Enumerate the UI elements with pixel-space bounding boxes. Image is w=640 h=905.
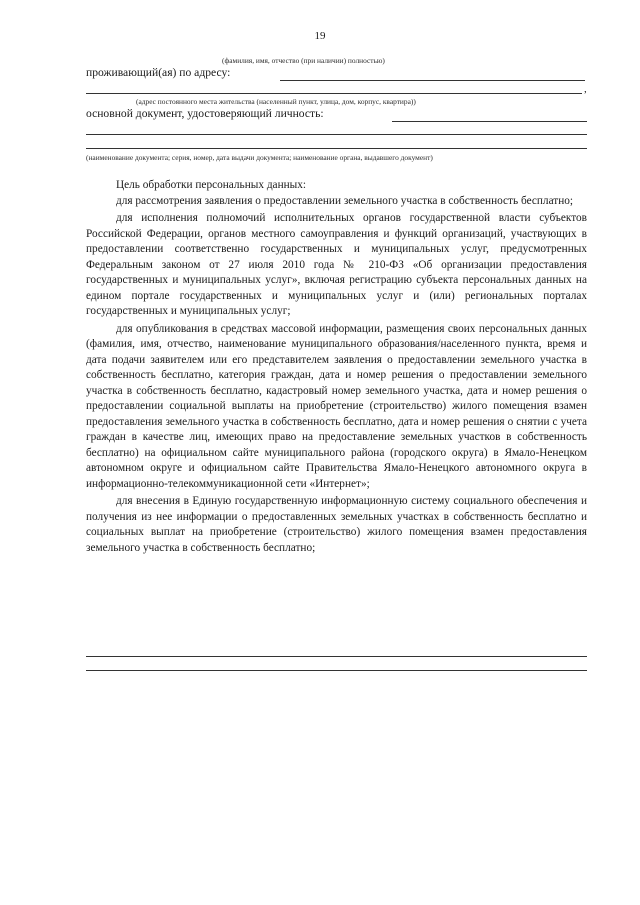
address-label: проживающий(ая) по адресу: [86,66,231,79]
address-caption: (адрес постоянного места жительства (населенный пункт, улица, дом, корпус, квартира)) [136,97,416,106]
fio-caption: (фамилия, имя, отчество (при наличии) полностью) [222,56,385,65]
document-caption: (наименование документа; серия, номер, дата выдачи документа; наименование органа, выдавшего документ) [86,153,433,162]
document-label: основной документ, удостоверяющий личность: [86,107,324,120]
document-line-3 [86,148,587,149]
blank-line-1 [86,656,587,657]
blank-line-2 [86,670,587,671]
purpose-section [86,178,587,556]
purpose-item: для опубликования в средствах массовой информации, размещения своих персональных данных (фамилия, имя, отчество, наименование муниципального образования/населенного пункта, время и дата подачи заявителем или его представителем заявления о предоставлении земельного участка в собственность бесплатно, категория граждан, дата и номер решения о предоставлении земельного участка в собственность бесплатно, кадастровый номер земельного участка, дата и номер решения о предоставлении социальной выплаты на приобретение (строительство) жилого помещения взамен предоставления земельного участка в собственность бесплатно, дата и номер решения о снятии с учета граждан в качестве лиц, имеющих право на предоставление земельных участков в собственность бесплатно) на официальном сайте муниципального района (городского округа) в Ямало-Ненецком автономном округе и официальном сайте Правительства Ямало-Ненецкого автономного округа в информационно-телекоммуникационной сети «Интернет»; [86,322,587,490]
address-line-1 [280,80,585,81]
address-line-2 [86,93,582,94]
purpose-item: для внесения в Единую государственную информационную систему социального обеспечения и получения из нее информации о предоставленных земельных участках в собственность бесплатно и социальных выплат на приобретение (строительство) жилого помещения взамен предоставления земельного участка в собственность бесплатно; [86,495,587,554]
document-line-1 [392,121,587,122]
purpose-item: для исполнения полномочий исполнительных органов государственной власти субъектов Российской Федерации, органов местного самоуправления и функций организаций, участвующих в предоставлении соответственно государственных и муниципальных услуг, предусмотренных Федеральным законом от 27 июля 2010 года № 210-ФЗ «Об организации предоставления государственных и муниципальных услуг», включая регистрацию субъекта персональных данных на едином портале государственных и муниципальных услуг и (или) региональных порталах государственных и муниципальных услуг; [86,212,587,317]
purpose-item: для рассмотрения заявления о предоставлении земельного участка в собственность бесплатно; [116,194,574,207]
purpose-title: Цель обработки персональных данных: [116,179,307,191]
page-number: 19 [314,30,326,42]
document-line-2 [86,134,587,135]
address-comma: , [584,83,587,95]
